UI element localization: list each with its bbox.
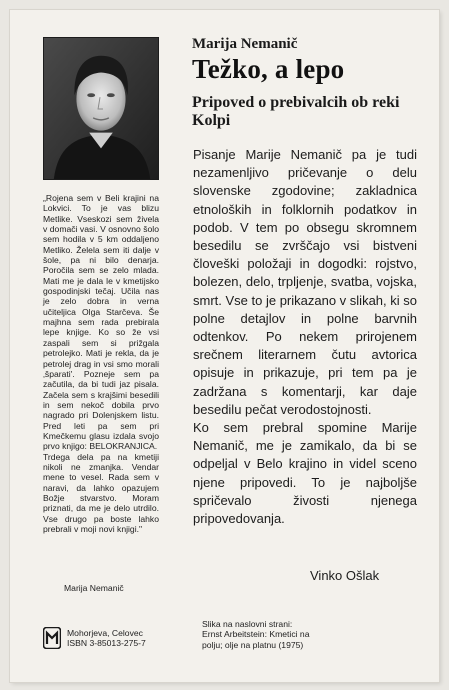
author-portrait — [43, 37, 159, 180]
book-title: Težko, a lepo — [192, 54, 345, 84]
publisher-logo-icon — [43, 627, 61, 649]
quote-author: Marija Nemanič — [64, 583, 124, 593]
publisher-info: Mohorjeva, Celovec ISBN 3-85013-275-7 — [67, 627, 146, 648]
author-quote: „Rojena sem v Beli krajini na Lokvici. To je vas blizu Metlike. Vseskozi sem živela v domači vasi. V osnovno šolo sem hodila v 5 km oddaljeno Metliko. Želela sem iti dalje v šole, pa ni bilo denarja. Poročila sem se zelo mlada. Mati me je dala le v kmetijsko gospodinjski tečaj. Učila nas je zelo dobra in verna učiteljica Olga Starčeva. Še majhna sem rada prebirala lepe knjige. Ko so že vsi zaspali sem si prižgala petrolejko. Mati je rekla, da je petrolej drag in vsi smo morali ‚šparati'. Pozneje sem pa začutila, da bi tudi jaz pisala. Začela sem s krajšimi besedili in sem nekoč dobila prvo nagrado pri Dolenjskem listu. Pred leti pa sem pri Kmečkemu glasu izdala svojo prvo knjigo: BELOKRANJICA. Trdega dela pa na kmetiji nikoli ne zmanjka. Vendar mene to vesel. Rada sem v naravi, da lahko opazujem Božje stvarstvo. Moram priznati, da me je delo utrdilo. Vse drugo pa boste lahko prebrali v moji novi knjigi." — [43, 193, 159, 534]
publisher-block — [43, 627, 146, 649]
book-back-cover — [10, 10, 439, 682]
author-name: Marija Nemanič — [192, 36, 298, 52]
author-portrait-image — [44, 38, 158, 179]
cover-image-credit: Slika na naslovni strani: Ernst Arbeitstein: Kmetici na polju; olje na platnu (1975) — [202, 619, 310, 650]
description-signature: Vinko Ošlak — [310, 568, 380, 583]
book-description: Pisanje Marije Nemanič pa je tudi nezamenljivo pričevanje o delu slovenske zgodovine; zakladnica etnoloških in folklornih podatkov in podob. V tem po obsegu skromnem besedilu se zvrščajo vsi bistveni človeški položaji in dogodki: rojstvo, bolezen, delo, trpljenje, svatba, vojska, smrt. Vse to je prikazano v slikah, ki so polne detajlov in polne barvnih odtenkov. Po nekem prirojenem srečnem literarnem čutu avtorica opisuje in prikazuje, pri tem pa je zadržana s komentarji, kar daje besedilu pečat verodostojnosti. Ko sem prebral spomine Marije Nemanič, me je zamikalo, da bi se odpeljal v Belo krajino in videl sceno njene pripovedi. To je najboljše spričevalo živosti njenega pripovedovanja. — [193, 147, 417, 527]
book-subtitle: Pripoved o prebivalcih ob reki Kolpi — [192, 94, 400, 129]
